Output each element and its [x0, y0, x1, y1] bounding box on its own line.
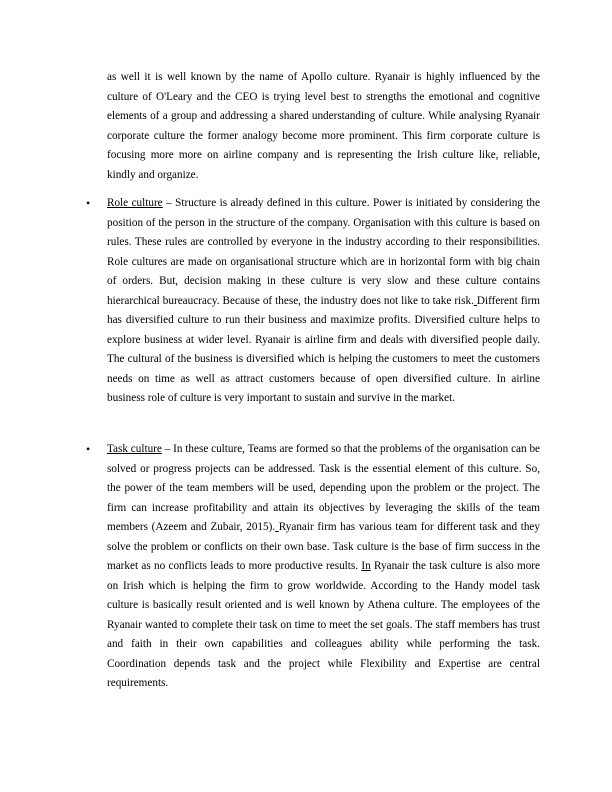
role-culture-text-1: – Structure is already defined in this culture. Power is initiated by considering the position of the person in the structure of the company. Organisation with this culture is based on rules. These rules are controlled by everyone in the industry according to their responsibilities. Role cultures are made on organisational structure which are in horizontal form with big chain of orders. But, decision making in these culture is very slow and these culture contains hierarchical bureaucracy. Because of these, the industry does not like to take risk.: [107, 197, 540, 307]
bullet-task-culture: •: [86, 442, 91, 456]
task-culture-text-1: – In these culture, Teams are formed so that the problems of the organisation can be solved or progress projects can be addressed. Task is the essential element of this culture. So, the power of the team members will be used, depending upon the problem or the project. The firm can increase profitability and attain its objectives by leveraging the skills of the team members (Azeem and Zubair, 2015).: [107, 443, 540, 533]
task-culture-text-3: Ryanair the task culture is also more on Irish which is helping the firm to grow worldwide. According to the Handy model task culture is basically result oriented and is well known by Athena culture. The employees of the Ryanair wanted to complete their task on time to meet the set goals. The staff members has trust and faith in their own capabilities and colleagues ability while performing the task. Coordination depends task and the project while Flexibility and Expertise are central requirements.: [107, 560, 540, 689]
intro-paragraph: as well it is well known by the name of Apollo culture. Ryanair is highly influenced by the culture of O'Leary and the CEO is trying level best to strengths the emotional and cognitive elements of a group and addressing a shared understanding of culture. While analysing Ryanair corporate culture the former analogy become more prominent. This firm corporate culture is focusing more more on airline company and is representing the Irish culture like, reliable, kindly and organize.: [107, 71, 540, 181]
list-item-task-culture: [107, 440, 540, 694]
role-culture-text-2: Different firm has diversified culture to run their business and maximize profits. Diversified culture helps to explore business at wider level. Ryanair is airline firm and deals with diversified people daily. The cultural of the business is diversified which is helping the customers to meet the customers needs on time as well as attract customers because of open diversified culture. In airline business role of culture is very important to sustain and survive in the market.: [107, 294, 540, 404]
list-item-role-culture: [107, 194, 540, 409]
task-culture-text-2: Ryanair firm has various team for different task and they solve the problem or conflicts on their own base. Task culture is the base of firm success in the market as no conflicts leads to more productive results.: [107, 521, 540, 572]
role-culture-term: Role culture: [107, 197, 163, 209]
underlined-word: In: [361, 560, 371, 572]
bullet-role-culture: •: [86, 196, 91, 210]
task-culture-term: Task culture: [107, 443, 162, 455]
